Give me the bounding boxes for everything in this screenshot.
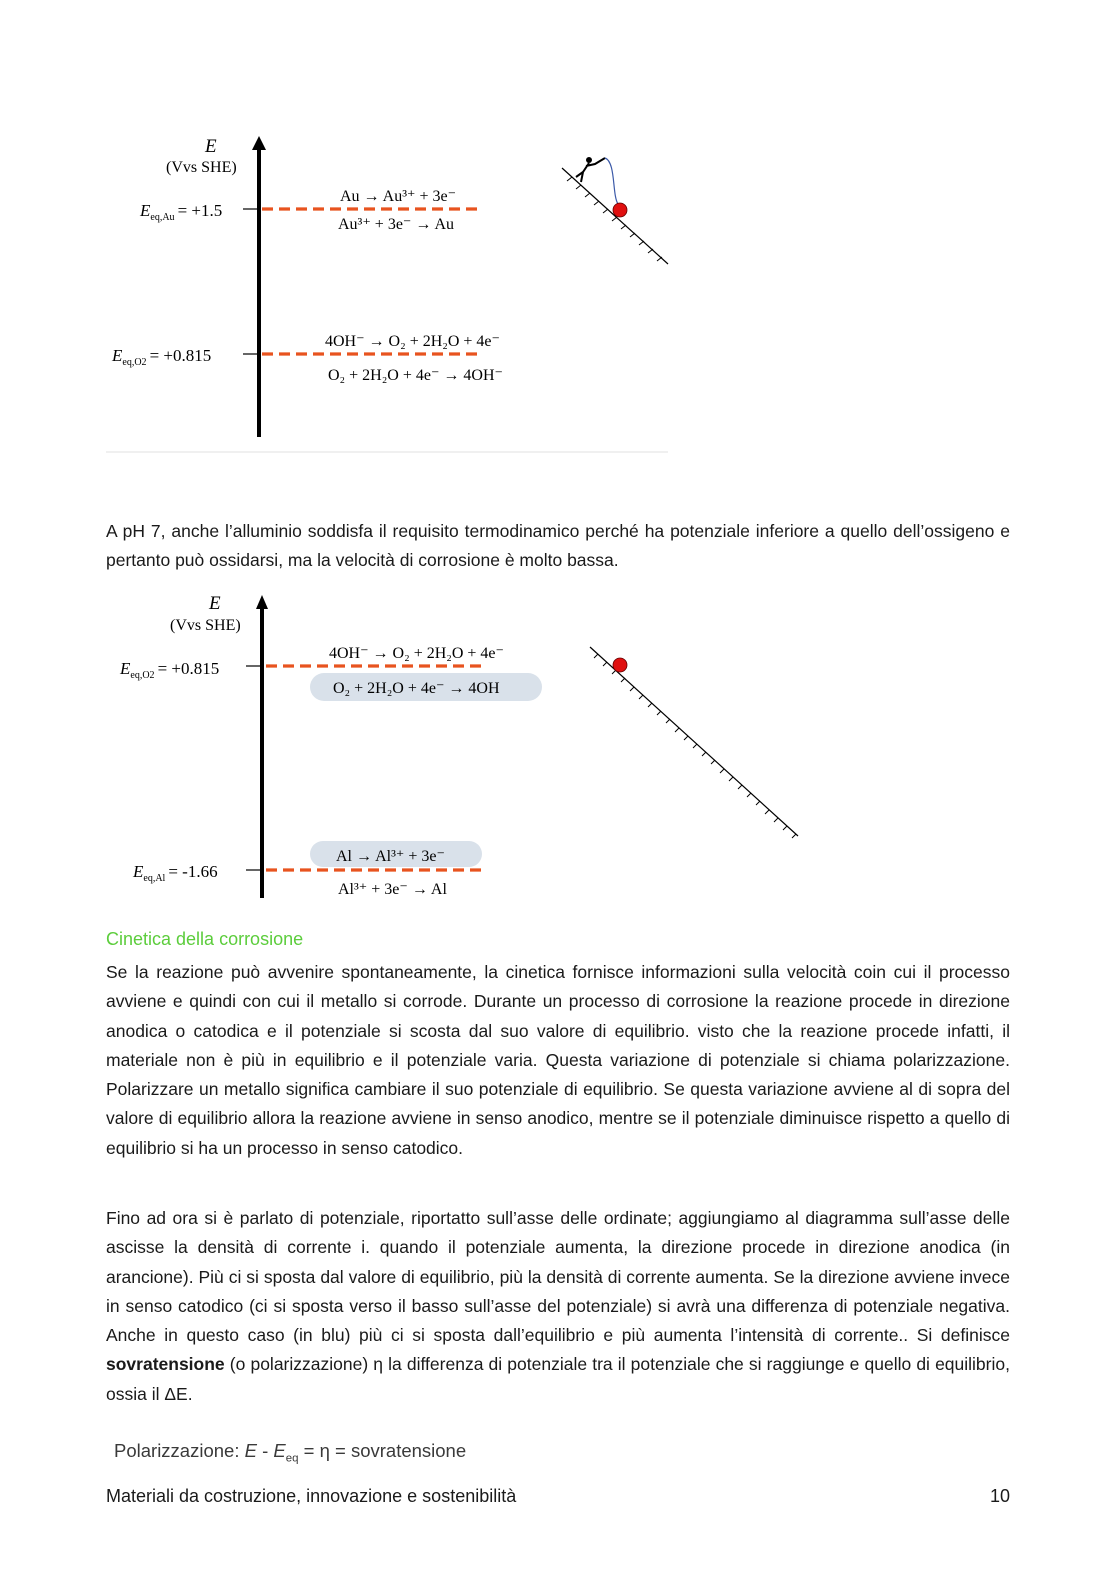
- reaction-al-red: Al³⁺ + 3e⁻ → Al: [338, 881, 447, 898]
- axis-label-2: E: [209, 593, 221, 614]
- paragraph-overvoltage-text: Fino ad ora si è parlato di potenziale, riportatto sull’asse delle ordinate; aggiungiamo al diagramma sull’asse delle ascisse la densità di corrente i. quando il potenziale aumenta, la direzione procede in direzione anodica (in arancione). Più ci si sposta dal valore di equilibrio, più la densità di corrente aumenta. Se la direzione avviene invece in senso catodico (ci si sposta verso il basso sull’asse del potenziale) si avrà una differenza di potenziale negativa. Anche in questo caso (in blu) più ci si sposta dall’equilibrio e più aumenta l’intensità di corrente.. Si definisce: [106, 1208, 1010, 1346]
- formula-e: E: [244, 1440, 257, 1461]
- level-o2-label: $E_{eq,O2} = +0.815$: [112, 346, 212, 368]
- axis-label: E: [205, 136, 217, 157]
- level-al-label: $E_{eq,Al} = -1.66$: [133, 862, 218, 884]
- footer-title: Materiali da costruzione, innovazione e sostenibilità: [106, 1486, 517, 1506]
- diagram-aluminium-oxygen: [119, 593, 798, 898]
- diagram-gold-oxygen: [111, 136, 668, 437]
- page-footer: [106, 1486, 1010, 1507]
- slope-with-ball-icon: [562, 157, 668, 264]
- paragraph-overvoltage-text-2: (o polarizzazione) η la differenza di potenziale tra il potenziale che si raggiunge e quello di equilibrio, ossia il ΔE.: [106, 1354, 1010, 1404]
- term-sovratensione: sovratensione: [106, 1354, 225, 1375]
- level-o2-label-2: $E_{eq,O2} = +0.815$: [120, 659, 220, 681]
- reaction-o2-red-2: O₂ + 2H₂O + 4e⁻ → 4OH: [333, 680, 500, 697]
- paragraph-aluminium: A pH 7, anche l’alluminio soddisfa il requisito termodinamico perché ha potenziale inferiore a quello dell’ossigeno e pertanto può ossidarsi, ma la velocità di corrosione è molto bassa.: [106, 521, 1010, 571]
- formula-minus: -: [262, 1440, 269, 1461]
- paragraph-overvoltage: [106, 1204, 1010, 1409]
- reaction-al-ox: Al → Al³⁺ + 3e⁻: [336, 848, 445, 865]
- axis-arrow-icon: [252, 136, 266, 150]
- axis-arrow-icon: [256, 595, 268, 609]
- formula-e-eq-sub: eq: [285, 1452, 299, 1465]
- slope-with-ball-icon: [590, 647, 798, 838]
- section-heading: Cinetica della corrosione: [106, 929, 304, 949]
- reaction-o2-ox: 4OH⁻ → O₂ + 2H₂O + 4e⁻: [325, 333, 500, 350]
- level-au-label: $E_{eq,Au} = +1.5$: [140, 201, 223, 223]
- axis-unit-2: (Vvs SHE): [170, 617, 241, 634]
- axis-unit: (Vvs SHE): [166, 159, 237, 176]
- reaction-au-red: Au³⁺ + 3e⁻ → Au: [338, 216, 455, 233]
- polarization-formula: [114, 1440, 466, 1465]
- reaction-o2-red: O₂ + 2H₂O + 4e⁻ → 4OH⁻: [328, 367, 503, 384]
- formula-label: Polarizzazione:: [114, 1440, 240, 1461]
- paragraph-kinetics: Se la reazione può avvenire spontaneamente, la cinetica fornisce informazioni sulla velocità coin cui il processo avviene e quindi con cui il metallo si corrode. Durante un processo di corrosione la reazione procede in direzione anodica o catodica e il potenziale si scosta dal suo valore di equilibrio. visto che la reazione procede infatti, il materiale non è più in equilibrio e il potenziale varia. Questa variazione di potenziale si chiama polarizzazione. Polarizzare un metallo significa cambiare il suo potenziale di equilibrio. Se questa variazione avviene al di sopra del valore di equilibrio allora la reazione avviene in senso anodico, mentre se il potenziale diminuisce rispetto a quello di equilibrio si ha un processo in senso catodico.: [106, 962, 1010, 1158]
- reaction-au-ox: Au → Au³⁺ + 3e⁻: [340, 188, 457, 205]
- reaction-o2-ox-2: 4OH⁻ → O₂ + 2H₂O + 4e⁻: [329, 645, 504, 662]
- page-number: 10: [989, 1486, 1010, 1506]
- formula-e-eq: E: [273, 1440, 286, 1461]
- formula-rhs: = η = sovratensione: [303, 1440, 467, 1461]
